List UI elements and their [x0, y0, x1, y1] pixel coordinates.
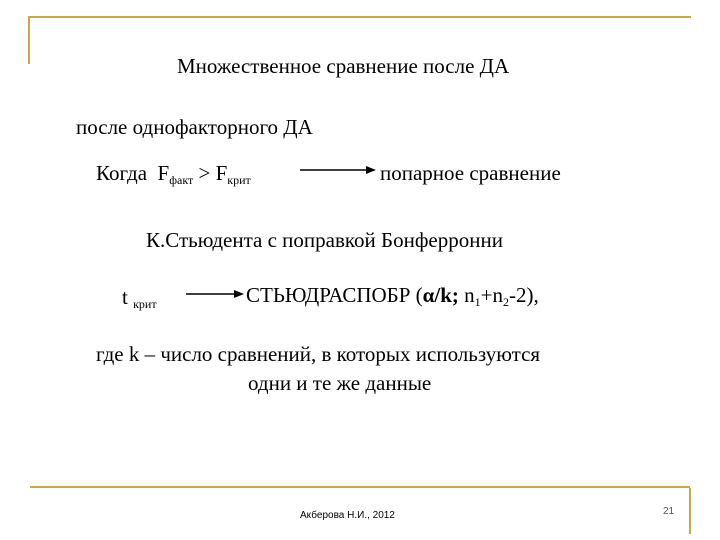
formula-alpha: α/k; — [422, 283, 459, 307]
arrow-right-icon — [300, 163, 378, 177]
frame-right-line — [689, 488, 691, 534]
f-sub-fakt: факт — [169, 173, 194, 187]
condition-text — [96, 163, 251, 186]
formula-n1: n — [464, 283, 475, 307]
f-symbol-2: F — [215, 161, 228, 185]
slide-title: Множественное сравнение после ДА — [177, 54, 510, 78]
page-number: 21 — [663, 506, 675, 517]
formula-text — [246, 285, 539, 308]
where-line-1: где k – число сравнений, в которых используются — [96, 342, 541, 366]
formula-n1-sub: 1 — [474, 295, 481, 309]
t-symbol: t — [122, 285, 128, 309]
greater-than: > — [198, 161, 211, 185]
formula-plus-n: +n — [480, 283, 503, 307]
formula-main: СТЬЮДРАСПОБР ( — [246, 283, 423, 307]
f-symbol: F — [157, 161, 170, 185]
formula-n2-sub: 2 — [502, 295, 509, 309]
f-sub-krit: крит — [227, 173, 251, 187]
footer-author: Акберова Н.И., 2012 — [300, 510, 395, 521]
frame-left-line — [28, 16, 30, 64]
frame-top-line — [28, 16, 691, 18]
t-krit-label — [122, 287, 157, 310]
slide-subtitle: после однофакторного ДА — [76, 115, 313, 139]
condition-result: попарное сравнение — [380, 161, 561, 185]
frame-bottom-line — [30, 486, 690, 488]
t-sub-krit: крит — [133, 297, 157, 311]
where-line-2: одни и те же данные — [248, 371, 432, 395]
method-text: К.Стьюдента с поправкой Бонферронни — [146, 228, 503, 252]
formula-tail: -2), — [508, 283, 539, 307]
condition-when: Когда — [96, 161, 148, 185]
arrow-right-icon — [186, 287, 246, 301]
